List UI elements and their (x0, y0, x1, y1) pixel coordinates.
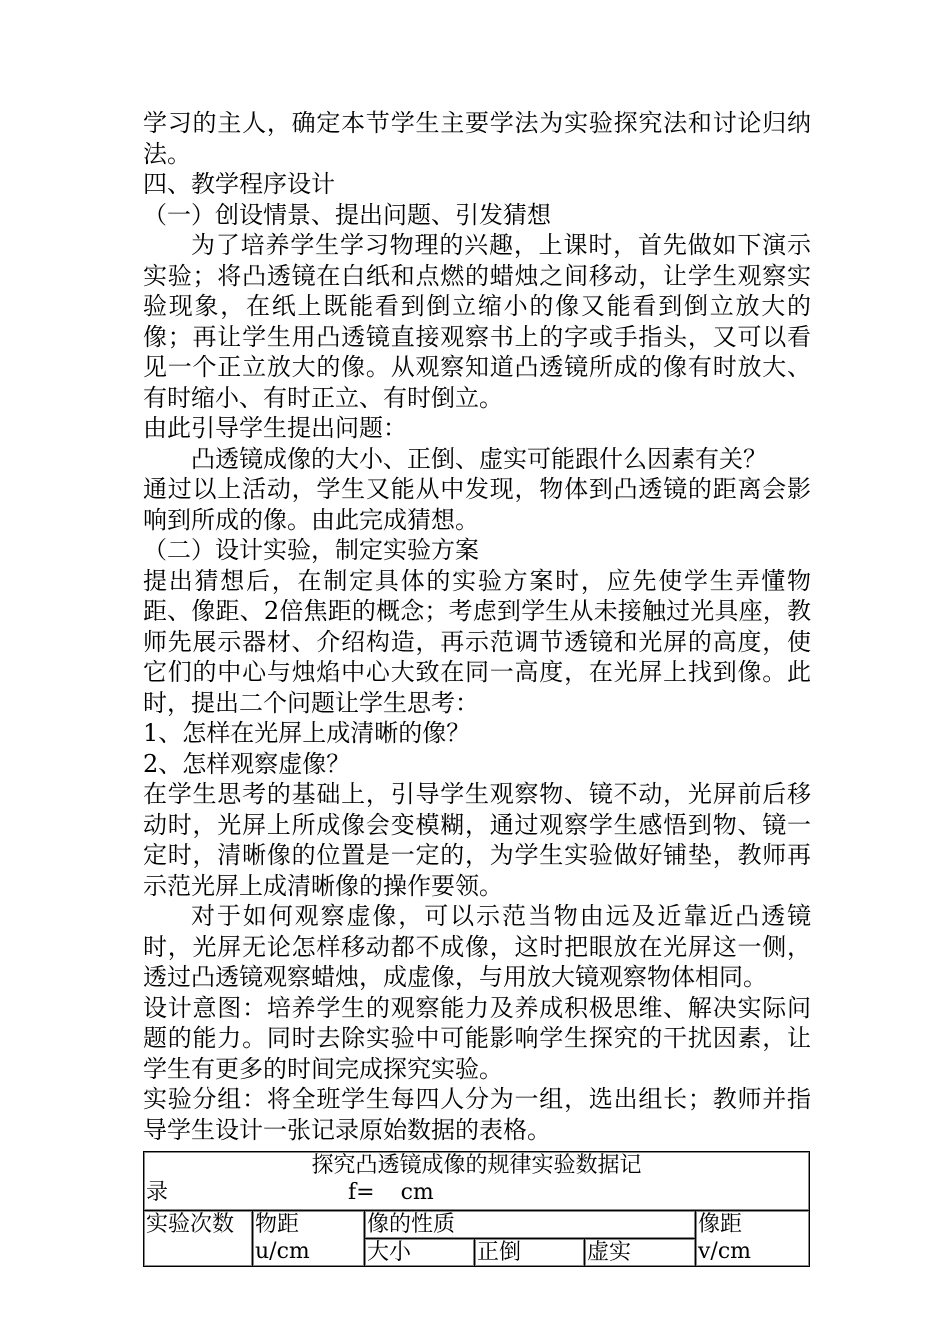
header-real-virtual (585, 1239, 696, 1267)
paragraph: 通过以上活动，学生又能从中发现，物体到凸透镜的距离会影响到所成的像。由此完成猜想。 (143, 475, 811, 534)
paragraph: 凸透镜成像的大小、正倒、虚实可能跟什么因素有关？ (191, 444, 767, 473)
header-trial-text: 实验次数 (146, 1212, 235, 1237)
header-nature-text: 像的性质 (367, 1212, 456, 1237)
body-text (143, 108, 811, 1145)
header-size-text: 大小 (367, 1240, 412, 1265)
header-orientation-text: 正倒 (477, 1240, 522, 1265)
table-title-cell (144, 1152, 810, 1211)
focal-length-unit: cm (400, 1180, 434, 1205)
header-v-name: 像距 (698, 1212, 743, 1237)
header-size (365, 1239, 475, 1267)
paragraph: 提出猜想后，在制定具体的实验方案时，应先使学生弄懂物距、像距、2倍焦距的概念；考虑到学生从未接触过光具座，教师先展示器材、介绍构造，再示范调节透镜和光屏的高度，使它们的中心与烛焰中心大致在同一高度，在光屏上找到像。此时，提出二个问题让学生思考： (143, 566, 811, 717)
header-u-name: 物距 (255, 1212, 300, 1237)
paragraph: 设计意图：培养学生的观察能力及养成积极思维、解决实际问题的能力。同时去除实验中可能影响学生探究的干扰因素，让学生有更多的时间完成探究实验。 (143, 993, 811, 1083)
paragraph: 为了培养学生学习物理的兴趣，上课时，首先做如下演示实验；将凸透镜在白纸和点燃的蜡烛之间移动，让学生观察实验现象，在纸上既能看到倒立缩小的像又能看到倒立放大的像；再让学生用凸透镜直接观察书上的字或手指头，又可以看见一个正立放大的像。从观察知道凸透镜所成的像有时放大、有时缩小、有时正立、有时倒立。 (143, 231, 811, 412)
subsection-heading: （一）创设情景、提出问题、引发猜想 (143, 200, 551, 229)
paragraph: 学习的主人，确定本节学生主要学法为实验探究法和讨论归纳法。 (143, 109, 811, 168)
header-trial (144, 1211, 253, 1267)
header-orientation (475, 1239, 585, 1267)
header-image-nature (365, 1211, 696, 1239)
paragraph: 在学生思考的基础上，引导学生观察物、镜不动，光屏前后移动时，光屏上所成像会变模糊，通过观察学生感悟到物、镜一定时，清晰像的位置是一定的，为学生实验做好铺垫，教师再示范光屏上成清晰像的操作要领。 (143, 780, 811, 900)
header-real-virtual-text: 虚实 (587, 1240, 632, 1265)
header-v-unit: v/cm (698, 1239, 752, 1264)
focal-length-label: f= (348, 1180, 375, 1205)
paragraph: 实验分组：将全班学生每四人分为一组，选出组长；教师并指导学生设计一张记录原始数据的表格。 (143, 1085, 811, 1144)
table-title-continuation (146, 1179, 807, 1206)
list-item: 1、怎样在光屏上成清晰的像？ (143, 719, 471, 747)
header-u-unit: u/cm (255, 1239, 310, 1264)
paragraph: 由此引导学生提出问题： (143, 414, 407, 442)
list-item: 2、怎样观察虚像？ (143, 749, 351, 778)
experiment-data-table (143, 1151, 810, 1267)
title-rec: 录 (146, 1180, 169, 1205)
table-title: 探究凸透镜成像的规律实验数据记 (311, 1153, 642, 1178)
subsection-heading: （二）设计实验，制定实验方案 (143, 536, 479, 564)
header-image-distance (696, 1211, 810, 1267)
section-heading: 四、教学程序设计 (143, 170, 335, 198)
document-page (143, 108, 811, 1267)
header-object-distance (253, 1211, 365, 1267)
paragraph: 对于如何观察虚像，可以示范当物由远及近靠近凸透镜时，光屏无论怎样移动都不成像，这时把眼放在光屏这一侧，透过凸透镜观察蜡烛，成虚像，与用放大镜观察物体相同。 (143, 902, 811, 991)
